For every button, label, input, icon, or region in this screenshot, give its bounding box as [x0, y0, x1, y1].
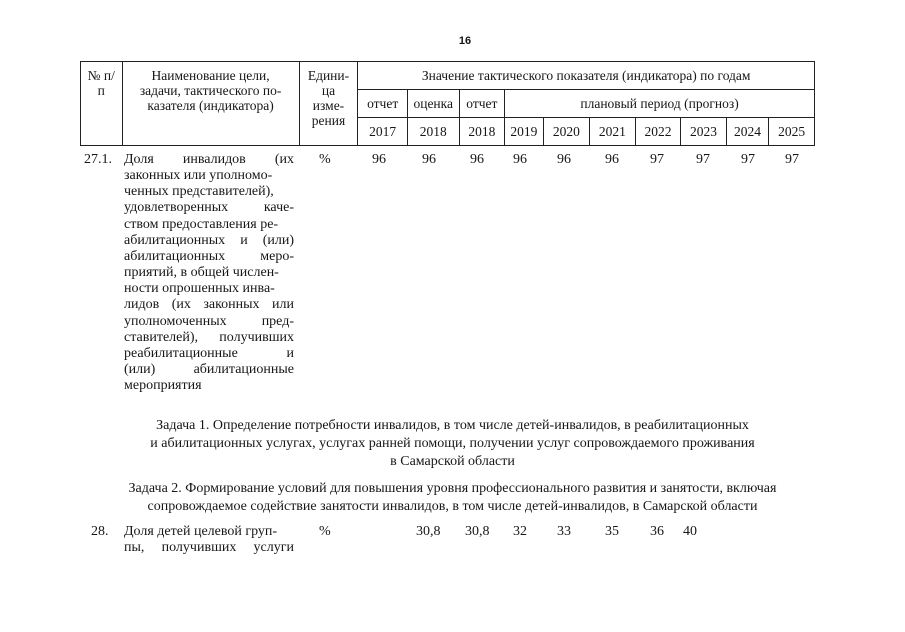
header-name: Наименование цели, задачи, тактического по-казателя (индикатора) — [122, 62, 299, 146]
row-28-unit: % — [319, 524, 331, 539]
row-27-1-value: 96 — [372, 152, 386, 167]
task-2-line: сопровождаемое содействие занятости инвалидов, в том числе детей-инвалидов, в Самарской области — [147, 499, 758, 514]
header-year: 2020 — [543, 118, 590, 146]
description-line: (или) абилитационные — [124, 362, 294, 378]
row-27-1-value: 96 — [513, 152, 527, 167]
header-year: 2021 — [590, 118, 636, 146]
header-year: 2022 — [635, 118, 681, 146]
header-num: № п/п — [81, 62, 123, 146]
header-year: 2025 — [769, 118, 815, 146]
row-28-value: 33 — [557, 524, 571, 539]
header-year: 2023 — [681, 118, 727, 146]
header-year: 2024 — [726, 118, 769, 146]
row-28-value: 40 — [683, 524, 697, 539]
task-1-line: в Самарской области — [390, 454, 515, 469]
description-line: Доля инвалидов (их — [124, 152, 294, 167]
description-line: Доля детей целевой груп- — [124, 524, 278, 539]
task-1-line: Задача 1. Определение потребности инвалидов, в том числе детей-инвалидов, в реабилитационных — [156, 418, 749, 433]
row-27-1-value: 97 — [785, 152, 799, 167]
header-report-2017: отчет — [358, 90, 408, 118]
row-27-1-value: 96 — [422, 152, 436, 167]
row-27-1-value: 96 — [470, 152, 484, 167]
row-27-1-value: 96 — [605, 152, 619, 167]
row-27-1-description — [124, 152, 294, 394]
description-line: пы, получивших услуги — [124, 540, 294, 556]
description-line: приятий, в общей числен- — [124, 265, 279, 281]
header-year: 2018 — [407, 118, 459, 146]
description-line: уполномоченных пред- — [124, 313, 294, 329]
row-28-description — [124, 524, 294, 556]
row-27-1-number: 27.1. — [84, 152, 112, 167]
row-28-value: 30,8 — [416, 524, 441, 539]
description-line: лидов (их законных или — [124, 297, 294, 313]
row-27-1-unit: % — [319, 152, 331, 167]
task-1-heading — [60, 417, 845, 471]
header-unit: Едини-ца изме-рения — [299, 62, 358, 146]
row-28-value: 32 — [513, 524, 527, 539]
header-year: 2017 — [358, 118, 408, 146]
description-line: ставителей), получивших — [124, 329, 294, 345]
description-line: мероприятия — [124, 378, 202, 394]
description-line: реабилитационные и — [124, 345, 294, 361]
row-28-number: 28. — [91, 524, 109, 539]
indicator-table-header — [80, 61, 815, 146]
page-number: 16 — [458, 35, 472, 47]
row-27-1-value: 97 — [696, 152, 710, 167]
description-line: ченных представителей), — [124, 184, 274, 200]
description-line: ством предоставления ре- — [124, 216, 279, 232]
description-line: абилитационных и (или) — [124, 232, 294, 248]
header-plan-period: плановый период (прогноз) — [505, 90, 815, 118]
row-27-1-value: 96 — [557, 152, 571, 167]
header-value-group: Значение тактического показателя (индикатора) по годам — [358, 62, 815, 90]
header-report-2018: отчет — [459, 90, 505, 118]
header-year: 2019 — [505, 118, 543, 146]
description-line: законных или уполномо- — [124, 168, 273, 184]
row-28-value: 36 — [650, 524, 664, 539]
row-27-1-value: 97 — [650, 152, 664, 167]
header-year: 2018 — [459, 118, 505, 146]
description-line: удовлетворенных каче- — [124, 200, 294, 216]
row-27-1-value: 97 — [741, 152, 755, 167]
row-28-value: 35 — [605, 524, 619, 539]
task-1-line: и абилитационных услугах, услугах ранней помощи, получении услуг сопровождаемого проживания — [150, 436, 755, 451]
task-2-line: Задача 2. Формирование условий для повышения уровня профессионального развития и занятости, включая — [128, 481, 777, 496]
row-28-value: 30,8 — [465, 524, 490, 539]
task-2-heading — [60, 480, 845, 516]
header-estimate-2018: оценка — [407, 90, 459, 118]
description-line: ности опрошенных инва- — [124, 281, 275, 297]
description-line: абилитационных меро- — [124, 248, 294, 264]
